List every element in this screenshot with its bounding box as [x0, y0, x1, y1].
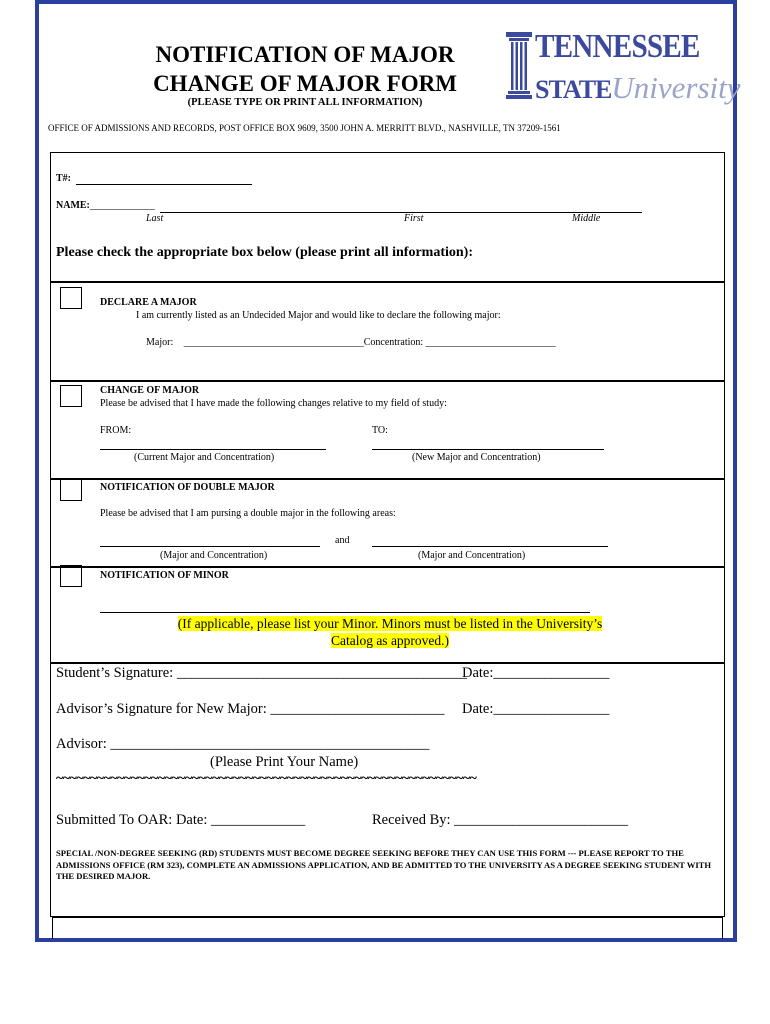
change-text: Please be advised that I have made the following changes relative to my field of study:	[100, 398, 447, 409]
name-dashes: _____________	[89, 200, 155, 211]
instruction-text: (PLEASE TYPE OR PRINT ALL INFORMATION)	[187, 97, 423, 108]
declare-major-row	[146, 337, 556, 348]
tilde-divider: ~~~~~~~~~~~~~~~~~~~~~~~~~~~~~~~~~~~~~~~~~~~~~~~~~~~~~~~~~~~~~~	[56, 771, 477, 786]
double-heading: NOTIFICATION OF DOUBLE MAJOR	[100, 482, 275, 493]
minor-checkbox[interactable]	[60, 565, 82, 587]
to-field[interactable]	[372, 449, 604, 450]
minor-field[interactable]	[100, 612, 590, 613]
double-field-2[interactable]	[372, 546, 608, 547]
t-number-label: T#:	[56, 173, 71, 184]
name-label	[56, 200, 155, 211]
middle-caption: Middle	[572, 213, 601, 224]
received-by-field[interactable]: Received By: ________________________	[372, 812, 629, 828]
university-logo	[505, 28, 741, 110]
logo-state: STATE	[535, 75, 612, 104]
advisor-date-field[interactable]: Date:________________	[462, 701, 610, 717]
concentration-field[interactable]: __________________________	[425, 337, 556, 348]
footer-note: SPECIAL /NON-DEGREE SEEKING (RD) STUDENTS MUST BECOME DEGREE SEEKING BEFORE THEY CAN USE THIS FORM --- PLEASE REPORT TO THE ADMISSIONS OFFICE (RM 323), COMPLETE AN ADMISSIONS APPLICATION, AND BE ADMITTED TO THE UNIVERSITY AS A DEGREE SEEKING STUDENT WITH THE DESIRED MAJOR.	[56, 848, 712, 881]
submitted-oar-field[interactable]: Submitted To OAR: Date: _____________	[56, 812, 306, 828]
double-caption-right: (Major and Concentration)	[418, 550, 526, 561]
name-label-text: NAME:	[56, 200, 90, 211]
title-line-2: CHANGE OF MAJOR FORM	[153, 71, 457, 96]
major-label: Major:	[146, 337, 174, 348]
t-number-field[interactable]	[76, 184, 252, 185]
minor-note-line-1: (If applicable, please list your Minor. Minors must be listed in the University’s	[177, 616, 603, 631]
from-field[interactable]	[100, 449, 326, 450]
name-field[interactable]	[160, 212, 642, 213]
double-caption-left: (Major and Concentration)	[160, 550, 268, 561]
advisor-name-field[interactable]: Advisor: ____________________________________________	[56, 736, 430, 752]
minor-note	[160, 615, 620, 649]
form-title	[110, 40, 500, 98]
advisor-signature-label[interactable]: Advisor’s Signature for New Major: ________________________	[56, 701, 445, 717]
double-text: Please be advised that I am pursing a double major in the following areas:	[100, 508, 396, 519]
double-field-1[interactable]	[100, 546, 320, 547]
change-heading: CHANGE OF MAJOR	[100, 385, 200, 396]
from-label: FROM:	[100, 425, 132, 436]
double-checkbox[interactable]	[60, 479, 82, 501]
office-address: OFFICE OF ADMISSIONS AND RECORDS, POST OFFICE BOX 9609, 3500 JOHN A. MERRITT BLVD., NASHVILLE, TN 37209-1561	[48, 123, 561, 133]
logo-university: University	[611, 70, 741, 105]
to-caption: (New Major and Concentration)	[412, 452, 541, 463]
to-label: TO:	[372, 425, 388, 436]
column-icon	[505, 30, 533, 102]
title-line-1: NOTIFICATION OF MAJOR	[155, 42, 455, 67]
logo-line-1: TENNESSEE	[535, 28, 700, 65]
print-name-caption: (Please Print Your Name)	[210, 754, 359, 770]
minor-note-line-2: Catalog as approved.)	[330, 633, 450, 648]
first-caption: First	[404, 213, 424, 224]
bottom-box	[52, 917, 723, 939]
declare-heading: DECLARE A MAJOR	[100, 297, 197, 308]
change-checkbox[interactable]	[60, 385, 82, 407]
student-signature-label[interactable]: Student’s Signature: ________________________________________	[56, 665, 467, 681]
declare-checkbox[interactable]	[60, 287, 82, 309]
student-date-field[interactable]: Date:________________	[462, 665, 610, 681]
declare-text: I am currently listed as an Undecided Major and would like to declare the following major:	[136, 310, 501, 321]
major-field[interactable]: ____________________________________	[183, 337, 364, 348]
minor-heading: NOTIFICATION OF MINOR	[100, 570, 229, 581]
logo-line-2	[535, 70, 741, 106]
concentration-label: Concentration:	[363, 337, 424, 348]
last-caption: Last	[146, 213, 164, 224]
check-prompt: Please check the appropriate box below (please print all information):	[56, 245, 473, 260]
and-label: and	[335, 535, 350, 546]
from-caption: (Current Major and Concentration)	[134, 452, 275, 463]
